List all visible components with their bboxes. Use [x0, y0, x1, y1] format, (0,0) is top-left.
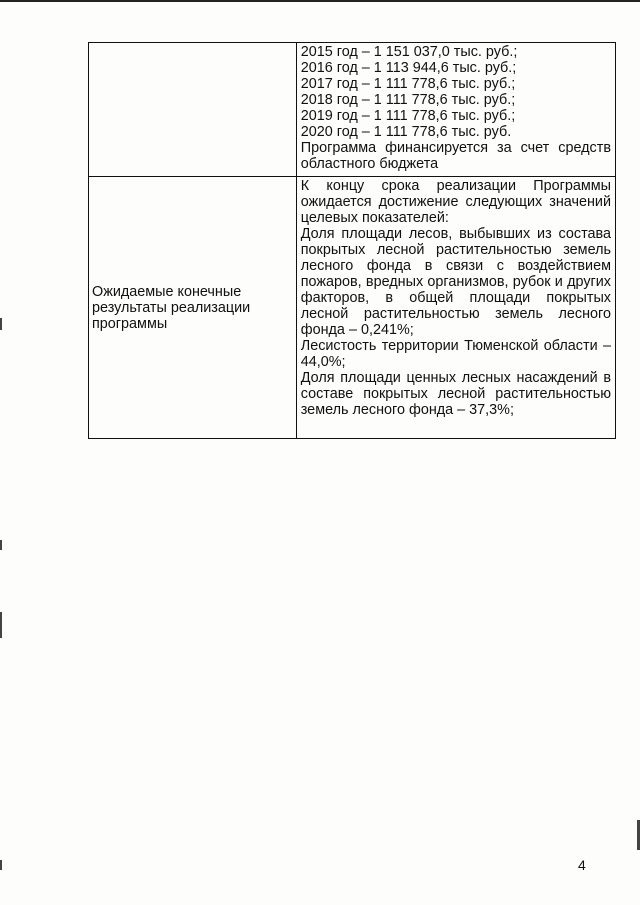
- results-item-valuable-stands: Доля площади ценных лесных насаждений в составе покрытых лесной растительностью земель лесного фонда – 37,3%;: [300, 370, 611, 418]
- funding-label-cell: [89, 43, 297, 177]
- results-item-forest-cover: Лесистость территории Тюменской области – 44,0%;: [300, 338, 611, 370]
- table-row-results: [89, 177, 616, 439]
- scan-edge-line: [0, 0, 640, 2]
- funding-line-2016: 2016 год – 1 113 944,6 тыс. руб.;: [300, 60, 517, 76]
- table-row-funding: [89, 43, 616, 177]
- scan-artifact-mark: [0, 318, 2, 330]
- funding-line-2019: 2019 год – 1 111 778,6 тыс. руб.;: [300, 108, 516, 124]
- funding-line-2018: 2018 год – 1 111 778,6 тыс. руб.;: [300, 92, 516, 108]
- funding-line-2015: 2015 год – 1 151 037,0 тыс. руб.;: [300, 44, 518, 60]
- scan-artifact-mark: [0, 612, 2, 638]
- page-number: 4: [578, 857, 586, 873]
- results-value-cell: [296, 177, 615, 439]
- scan-artifact-mark: [0, 860, 2, 870]
- funding-value-cell: [296, 43, 615, 177]
- results-label-cell: [89, 177, 297, 439]
- scan-artifact-mark: [0, 540, 2, 550]
- results-item-forest-loss: Доля площади лесов, выбывших из состава покрытых лесной растительностью земель лесного фонда в связи с воздействием пожаров, вредных организмов, рубок и других факторов, в общей площади покрытых лесной растительностью земель лесного фонда – 0,241%;: [300, 226, 611, 338]
- results-intro-text: К концу срока реализации Программы ожидается достижение следующих значений целевых показателей:: [300, 178, 611, 226]
- funding-source-text: Программа финансируется за счет средств областного бюджета: [300, 140, 611, 172]
- funding-line-2020: 2020 год – 1 111 778,6 тыс. руб.: [300, 124, 512, 140]
- funding-line-2017: 2017 год – 1 111 778,6 тыс. руб.;: [300, 76, 516, 92]
- program-passport-table: [88, 42, 616, 439]
- results-label-text: Ожидаемые конечные результаты реализации программы: [92, 284, 251, 332]
